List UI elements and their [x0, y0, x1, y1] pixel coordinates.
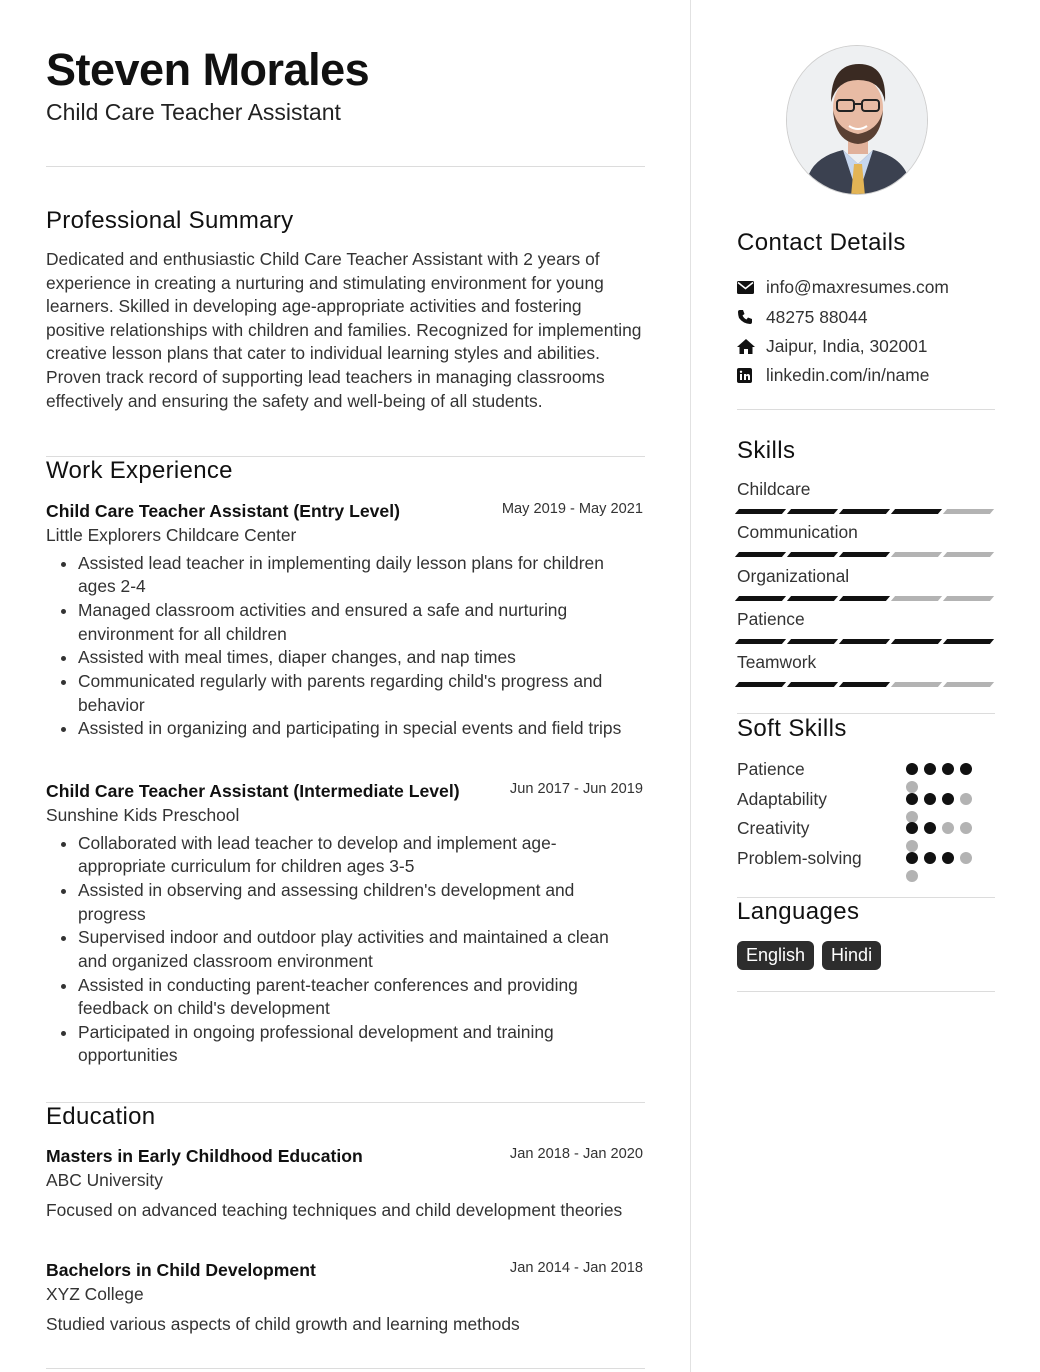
contact-linkedin[interactable] [737, 361, 995, 390]
skill-rating [737, 596, 995, 601]
soft-skill-item [737, 787, 995, 817]
contact-email[interactable] [737, 273, 995, 302]
education-dates: Jan 2014 - Jan 2018 [509, 1260, 643, 1276]
skill-rating [737, 682, 995, 687]
rating-dot-filled [906, 763, 918, 775]
contact-phone[interactable] [737, 302, 995, 331]
skill-bar-empty [943, 509, 994, 514]
skill-bar-filled [839, 509, 890, 514]
soft-skill-label: Creativity [737, 818, 810, 839]
skill-bar-filled [735, 639, 786, 644]
skill-item [737, 651, 995, 687]
rating-dot-filled [924, 852, 936, 864]
rating-dot-filled [924, 763, 936, 775]
soft-skills-heading: Soft Skills [737, 715, 847, 742]
skill-label: Patience [737, 609, 805, 629]
skill-bar-filled [787, 596, 838, 601]
job-bullets [46, 552, 645, 741]
linkedin-icon [737, 368, 766, 383]
school-name: XYZ College [46, 1284, 144, 1304]
soft-skill-item [737, 757, 995, 787]
soft-skill-label: Problem-solving [737, 847, 862, 868]
rating-dot-filled [906, 793, 918, 805]
footer-divider [46, 1368, 645, 1369]
skill-item [737, 608, 995, 644]
skill-bar-filled [787, 682, 838, 687]
skill-item [737, 521, 995, 557]
profile-photo [786, 45, 928, 195]
job-bullet: • Assisted in conducting parent-teacher conferences and providing feedback on child's development [78, 974, 638, 1021]
skill-bar-empty [943, 596, 994, 601]
soft-skill-item [737, 846, 995, 876]
education-description: Focused on advanced teaching techniques and child development theories [46, 1200, 623, 1220]
candidate-role: Child Care Teacher Assistant [46, 99, 341, 125]
job-title: Child Care Teacher Assistant (Entry Level) [46, 501, 400, 521]
skill-bar-filled [787, 552, 838, 557]
column-divider [690, 0, 691, 1372]
skill-bar-filled [839, 639, 890, 644]
skill-label: Childcare [737, 479, 811, 499]
contact-address [737, 332, 995, 361]
job-bullet: • Managed classroom activities and ensured a safe and nurturing environment for all children [78, 599, 638, 646]
skill-rating [737, 509, 995, 514]
education-entry [46, 1144, 645, 1222]
skill-bar-filled [839, 682, 890, 687]
job-organization: Little Explorers Childcare Center [46, 525, 297, 545]
job-bullet: • Assisted in observing and assessing children's development and progress [78, 879, 638, 926]
skill-bar-filled [735, 682, 786, 687]
contact-heading: Contact Details [737, 229, 906, 256]
job-dates: May 2019 - May 2021 [501, 501, 643, 517]
rating-dot-filled [942, 852, 954, 864]
skill-bar-filled [891, 639, 942, 644]
skill-bar-filled [839, 552, 890, 557]
job-entry [46, 499, 645, 741]
contact-phone-text: 48275 88044 [766, 306, 868, 327]
contact-list [737, 273, 995, 391]
school-name: ABC University [46, 1170, 163, 1190]
job-bullet: • Assisted in organizing and participating in special events and field trips [78, 717, 638, 740]
header-divider [46, 166, 645, 167]
job-title: Child Care Teacher Assistant (Intermediate Level) [46, 781, 460, 801]
degree-title: Masters in Early Childhood Education [46, 1146, 363, 1166]
languages-list [737, 941, 881, 970]
skill-bar-filled [787, 639, 838, 644]
rating-dot-empty [906, 870, 918, 882]
education-entry [46, 1258, 645, 1336]
experience-heading: Work Experience [46, 457, 233, 484]
languages-heading: Languages [737, 898, 860, 925]
rating-dot-filled [924, 793, 936, 805]
skill-rating [737, 552, 995, 557]
skill-bar-empty [891, 682, 942, 687]
job-dates: Jun 2017 - Jun 2019 [509, 781, 643, 797]
skill-bar-filled [735, 552, 786, 557]
rating-dot-filled [906, 852, 918, 864]
rating-dot-empty [960, 852, 972, 864]
skills-heading: Skills [737, 437, 796, 464]
candidate-name: Steven Morales [46, 44, 370, 95]
soft-skill-item [737, 816, 995, 846]
skill-label: Teamwork [737, 652, 817, 672]
contact-divider [737, 409, 995, 410]
contact-address-text: Jaipur, India, 302001 [766, 335, 928, 356]
skill-bar-filled [787, 509, 838, 514]
rating-dot-empty [942, 822, 954, 834]
phone-icon [737, 309, 766, 325]
languages-divider [737, 991, 995, 992]
envelope-icon [737, 281, 766, 294]
skill-bar-empty [891, 552, 942, 557]
rating-dot-filled [942, 763, 954, 775]
skill-bar-filled [839, 596, 890, 601]
education-description: Studied various aspects of child growth and learning methods [46, 1314, 520, 1334]
degree-title: Bachelors in Child Development [46, 1260, 316, 1280]
rating-dot-filled [924, 822, 936, 834]
skill-label: Communication [737, 522, 858, 542]
rating-dot-empty [960, 822, 972, 834]
skill-bar-filled [735, 596, 786, 601]
soft-skill-label: Patience [737, 759, 805, 779]
education-heading: Education [46, 1103, 156, 1130]
job-bullet: • Assisted with meal times, diaper changes, and nap times [78, 646, 638, 669]
home-icon [737, 339, 766, 354]
skill-rating [737, 639, 995, 644]
rating-dot-filled [906, 822, 918, 834]
language-tag: English [737, 941, 814, 970]
soft-skill-rating [906, 852, 986, 880]
skill-bar-filled [943, 639, 994, 644]
rating-dot-empty [960, 793, 972, 805]
skill-bar-empty [943, 552, 994, 557]
skill-bar-empty [891, 596, 942, 601]
soft-skills-list [737, 757, 995, 875]
contact-email-text: info@maxresumes.com [766, 277, 949, 298]
rating-dot-filled [960, 763, 972, 775]
language-tag: Hindi [822, 941, 881, 970]
summary-text: Dedicated and enthusiastic Child Care Teacher Assistant with 2 years of experience in creating a nurturing and stimulating environment for young learners. Skilled in developing age-appropriate activities and fostering positive relationships with children and families. Recognized for implementing creative lesson plans that cater to individual learning styles and abilities. Proven track record of supporting lead teachers in managing classrooms effectively and ensuring the safety and well-being of all students. [46, 249, 642, 411]
skill-bar-filled [891, 509, 942, 514]
skill-label: Organizational [737, 566, 850, 586]
job-bullets [46, 832, 645, 1068]
job-bullet: • Participated in ongoing professional development and training opportunities [78, 1021, 638, 1068]
job-entry [46, 779, 645, 1068]
skill-bar-empty [943, 682, 994, 687]
skill-item [737, 478, 995, 514]
skill-item [737, 565, 995, 601]
job-bullet: • Supervised indoor and outdoor play activities and maintained a clean and organized classroom environment [78, 926, 638, 973]
job-organization: Sunshine Kids Preschool [46, 805, 240, 825]
job-bullet: • Collaborated with lead teacher to develop and implement age-appropriate curriculum for children ages 3-5 [78, 832, 638, 879]
soft-skill-label: Adaptability [737, 788, 827, 809]
contact-linkedin-text: linkedin.com/in/name [766, 365, 930, 386]
job-bullet: • Communicated regularly with parents regarding child's progress and behavior [78, 670, 638, 717]
skill-bar-filled [735, 509, 786, 514]
job-bullet: • Assisted lead teacher in implementing daily lesson plans for children ages 2-4 [78, 552, 638, 599]
education-dates: Jan 2018 - Jan 2020 [509, 1146, 643, 1162]
summary-heading: Professional Summary [46, 207, 294, 234]
rating-dot-filled [942, 793, 954, 805]
